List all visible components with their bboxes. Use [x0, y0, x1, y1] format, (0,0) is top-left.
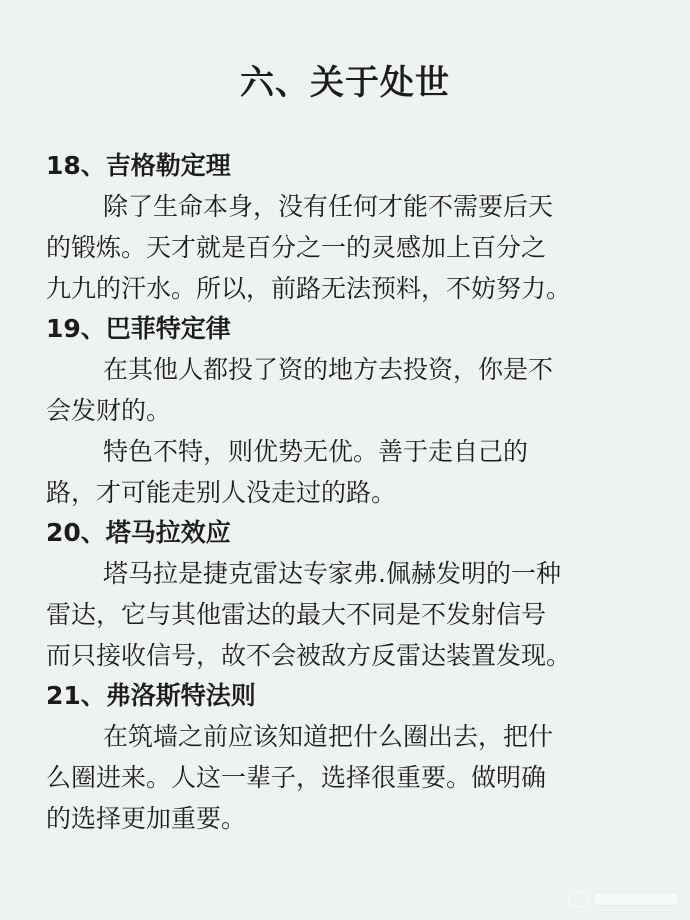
section-20	[46, 513, 656, 676]
paragraph	[46, 349, 656, 431]
paragraph-line: 的选择更加重要。	[46, 804, 247, 833]
paragraph-line: 特色不特，则优势无优。善于走自己的	[103, 437, 529, 466]
section-19	[46, 309, 656, 513]
section-heading: 21、弗洛斯特法则	[46, 681, 256, 710]
weibo-logo-icon	[568, 891, 588, 907]
page-title: 六、关于处世	[240, 63, 450, 103]
section-heading: 19、巴菲特定律	[46, 314, 231, 343]
paragraph	[46, 431, 656, 513]
paragraph-line: 路，才可能走别人没走过的路。	[46, 478, 397, 507]
paragraph-line: 的锻炼。天才就是百分之一的灵感加上百分之	[46, 233, 547, 262]
watermark-handle	[594, 893, 678, 905]
paragraph	[46, 553, 656, 676]
paragraph-line: 会发财的。	[46, 396, 172, 425]
paragraph-line: 在其他人都投了资的地方去投资，你是不	[103, 355, 554, 384]
paragraph-line: 除了生命本身，没有任何才能不需要后天	[103, 192, 554, 221]
paragraph-line: 九九的汗水。所以，前路无法预料，不妨努力。	[46, 274, 572, 303]
section-18	[46, 146, 656, 309]
paragraph	[46, 716, 656, 839]
document-body	[46, 146, 656, 839]
paragraph-line: 么圈进来。人这一辈子，选择很重要。做明确	[46, 763, 547, 792]
paragraph-line: 而只接收信号，故不会被敌方反雷达装置发现。	[46, 641, 572, 670]
section-heading: 18、吉格勒定理	[46, 151, 231, 180]
watermark	[568, 886, 678, 912]
paragraph-line: 在筑墙之前应该知道把什么圈出去，把什	[103, 722, 554, 751]
paragraph	[46, 186, 656, 309]
paragraph-line: 雷达，它与其他雷达的最大不同是不发射信号	[46, 600, 547, 629]
section-21	[46, 676, 656, 839]
section-heading: 20、塔马拉效应	[46, 518, 231, 547]
paragraph-line: 塔马拉是捷克雷达专家弗.佩赫发明的一种	[103, 559, 561, 588]
